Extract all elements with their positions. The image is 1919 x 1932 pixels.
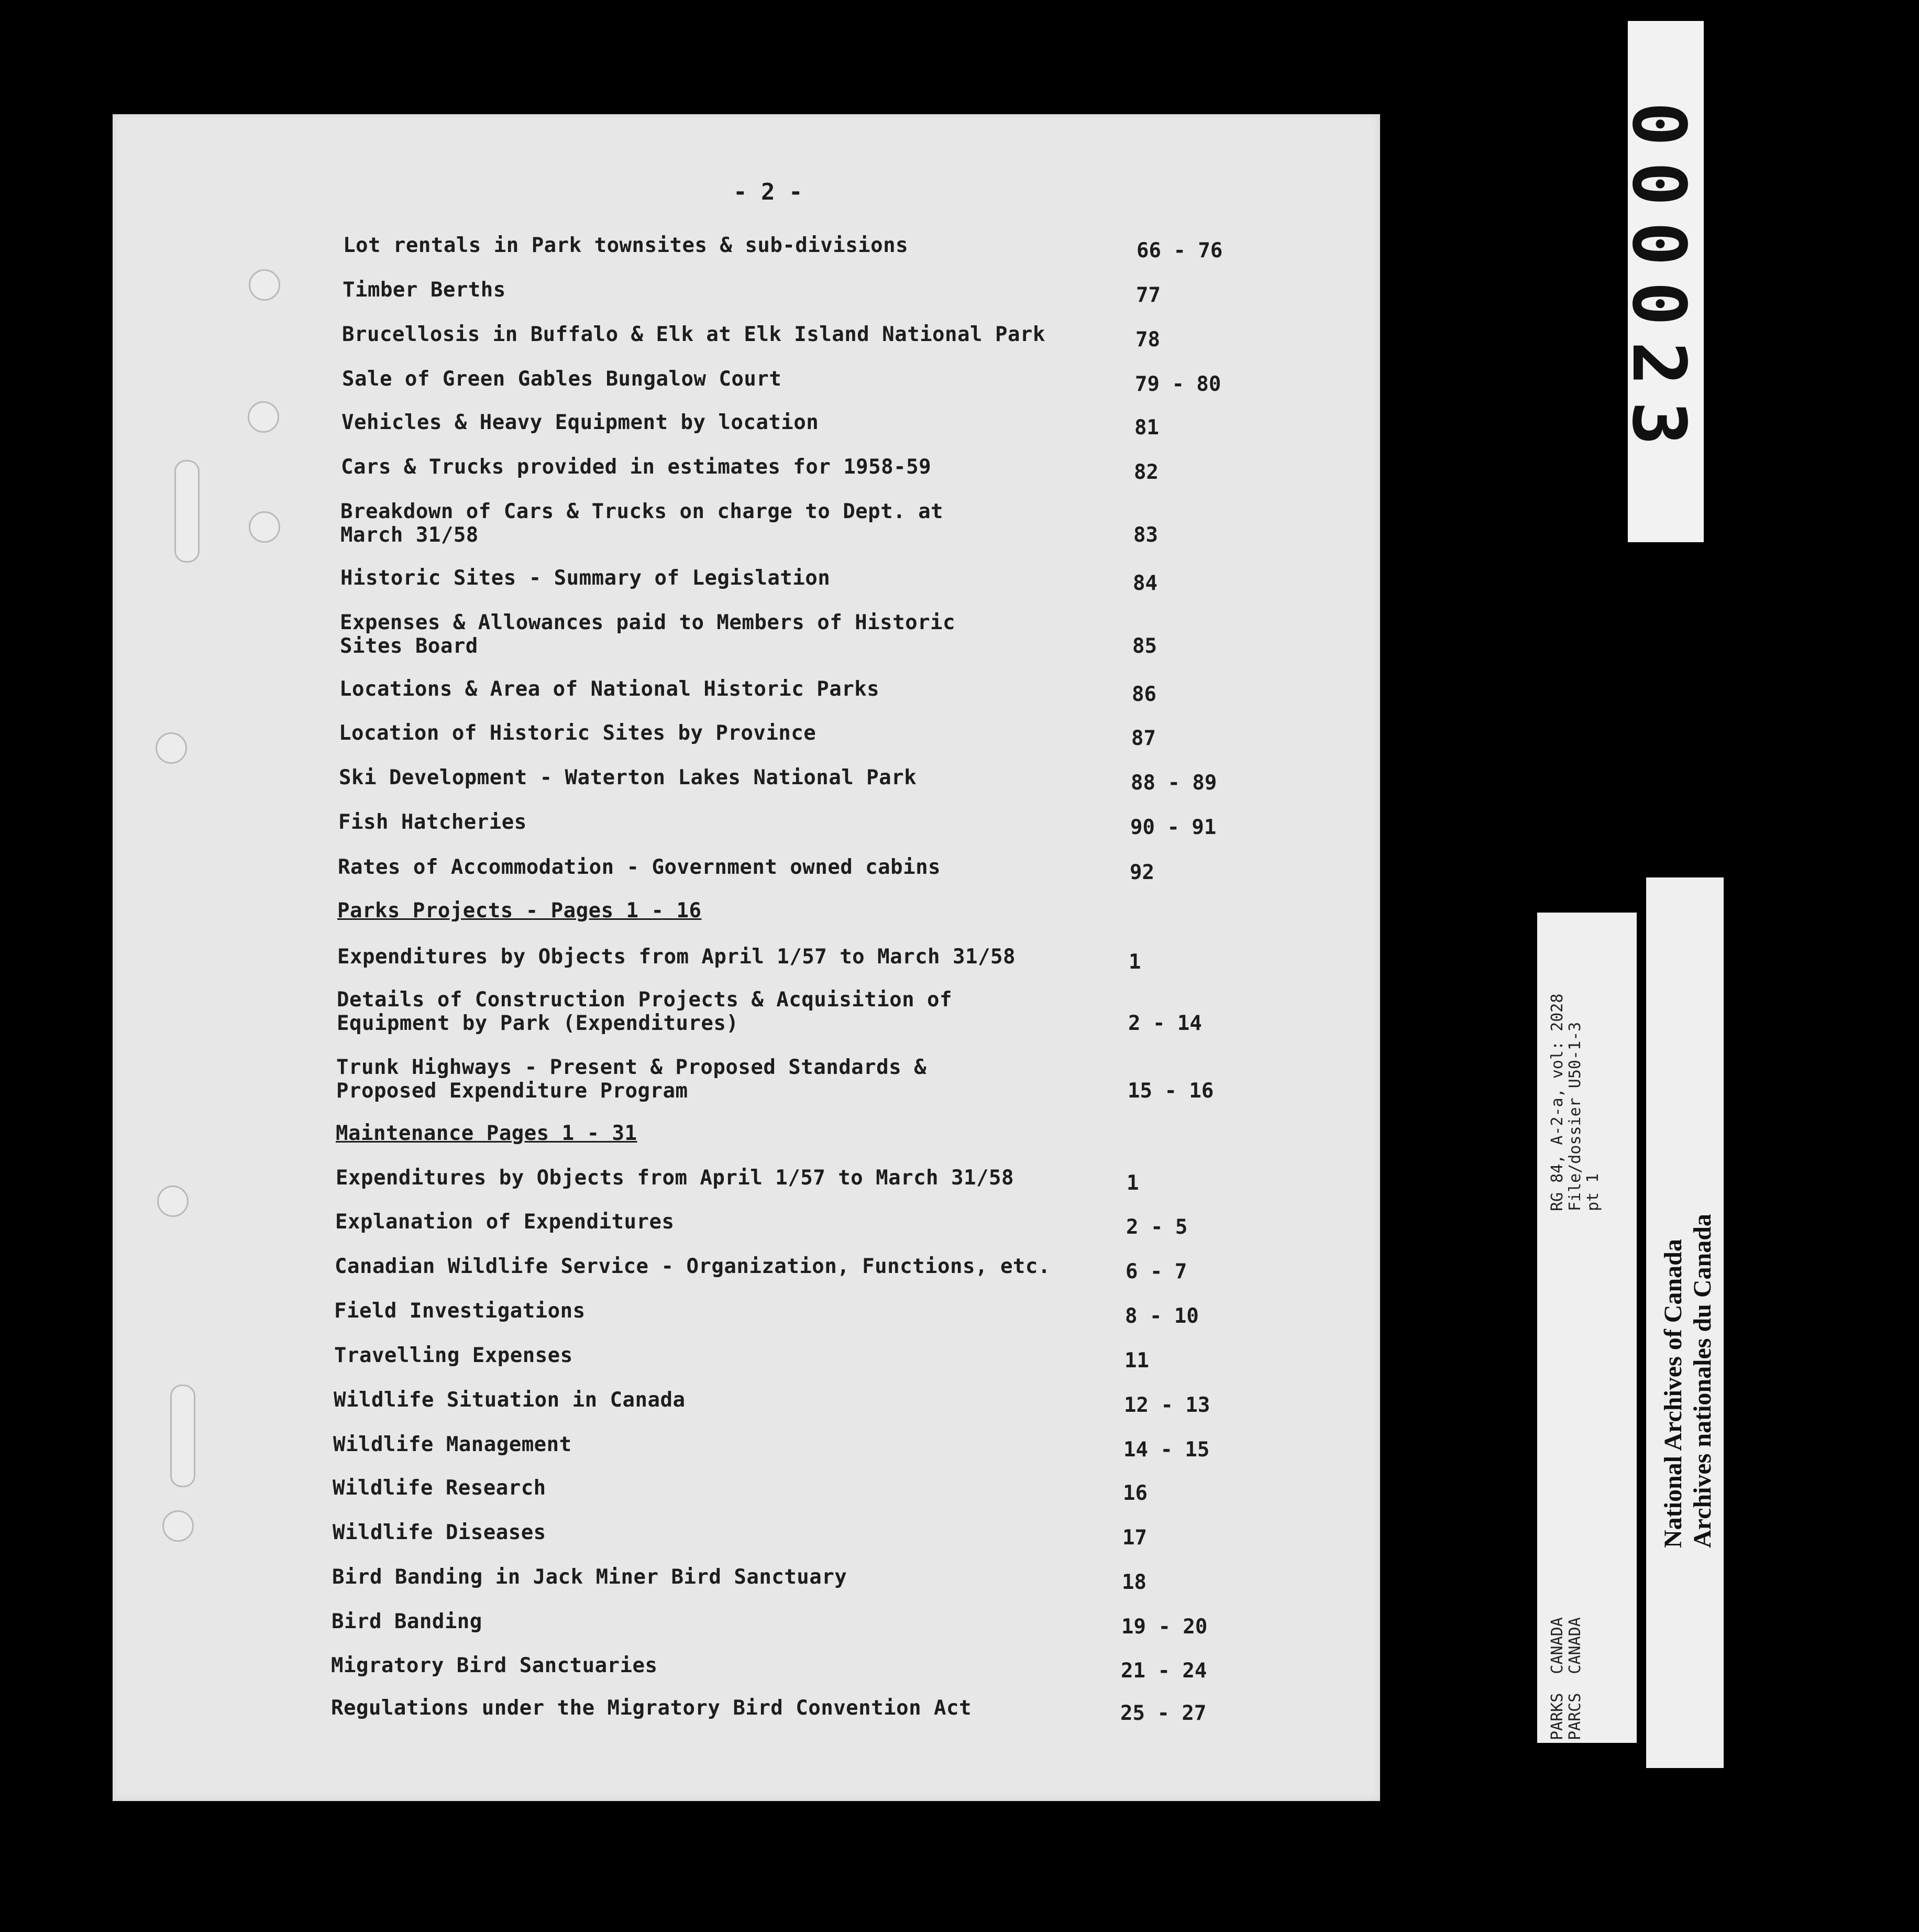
entry-label: Rates of Accommodation - Government owned cabins xyxy=(338,855,941,879)
entry-pages: 1 xyxy=(1127,1171,1139,1195)
entry-label: Breakdown of Cars & Trucks on charge to Dept. at March 31/58 xyxy=(340,500,944,547)
entry-pages: 8 - 10 xyxy=(1125,1304,1199,1328)
reference-line-3: RG 84, A-2-a, vol: 2028 xyxy=(1548,993,1567,1211)
entry-label: Migratory Bird Sanctuaries xyxy=(331,1654,658,1677)
document-page xyxy=(113,114,1380,1801)
entry-pages: 11 xyxy=(1124,1349,1149,1373)
entry-label: Details of Construction Projects & Acquisition of Equipment by Park (Expenditures) xyxy=(337,988,953,1035)
frame-counter: 000023 xyxy=(1628,21,1704,542)
entry-label: Wildlife Diseases xyxy=(333,1521,546,1544)
entry-pages: 78 xyxy=(1135,328,1160,352)
entry-pages: 1 xyxy=(1129,950,1141,974)
entry-label: Location of Historic Sites by Province xyxy=(339,721,817,745)
entry-pages: 86 xyxy=(1132,683,1156,706)
punch-hole xyxy=(156,732,187,764)
entry-label: Travelling Expenses xyxy=(334,1344,573,1367)
entry-pages: 81 xyxy=(1134,416,1159,440)
entry-pages: 16 xyxy=(1123,1481,1148,1505)
reference-line-4: File/dossier U50-1-3 xyxy=(1566,1022,1584,1211)
entry-pages: 17 xyxy=(1122,1526,1147,1550)
binder-slot xyxy=(174,460,200,563)
entry-pages: 79 - 80 xyxy=(1135,372,1221,396)
entry-label: Expenditures by Objects from April 1/57 to March 31/58 xyxy=(337,945,1016,969)
entry-label: Ski Development - Waterton Lakes National Park xyxy=(339,766,917,789)
entry-pages: 2 - 14 xyxy=(1128,1012,1202,1035)
entry-label: Historic Sites - Summary of Legislation xyxy=(340,566,831,590)
entry-label: Bird Banding in Jack Miner Bird Sanctuary xyxy=(332,1565,847,1589)
entry-label: Sale of Green Gables Bungalow Court xyxy=(342,367,782,391)
archive-label xyxy=(1646,877,1724,1768)
entry-label: Wildlife Situation in Canada xyxy=(334,1388,686,1412)
entry-pages: 25 - 27 xyxy=(1120,1702,1207,1725)
archive-line-1: National Archives of Canada xyxy=(1659,1239,1687,1548)
entry-pages: 14 - 15 xyxy=(1123,1438,1210,1462)
entry-pages: 12 - 13 xyxy=(1124,1393,1210,1417)
punch-hole xyxy=(157,1185,189,1217)
entry-label: Brucellosis in Buffalo & Elk at Elk Island National Park xyxy=(342,323,1045,346)
punch-hole xyxy=(249,511,280,543)
entry-label: Lot rentals in Park townsites & sub-divisions xyxy=(343,234,909,257)
entry-label: Canadian Wildlife Service - Organization, Functions, etc. xyxy=(335,1255,1051,1278)
punch-hole xyxy=(248,401,279,433)
entry-label: Expenses & Allowances paid to Members of Historic Sites Board xyxy=(340,611,956,658)
entry-pages: 85 xyxy=(1132,634,1157,658)
reference-line-5: pt 1 xyxy=(1584,1173,1602,1211)
entry-label: Field Investigations xyxy=(334,1299,586,1323)
entry-pages: 90 - 91 xyxy=(1130,816,1217,839)
archive-line-2: Archives nationales du Canada xyxy=(1689,1214,1716,1548)
entry-label: Maintenance Pages 1 - 31 xyxy=(336,1122,637,1145)
entry-pages: 84 xyxy=(1133,572,1157,595)
reference-label xyxy=(1537,913,1637,1743)
entry-label: Wildlife Management xyxy=(333,1433,572,1456)
punch-hole xyxy=(162,1510,194,1542)
entry-label: Trunk Highways - Present & Proposed Standards & Proposed Expenditure Program xyxy=(336,1056,927,1103)
entry-label: Wildlife Research xyxy=(333,1476,546,1500)
reference-line-2: PARCS CANADA xyxy=(1566,1617,1584,1740)
entry-pages: 18 xyxy=(1122,1571,1146,1594)
entry-label: Parks Projects - Pages 1 - 16 xyxy=(337,899,702,923)
entry-label: Bird Banding xyxy=(332,1610,482,1633)
entry-pages: 83 xyxy=(1133,523,1158,547)
entry-pages: 82 xyxy=(1134,460,1159,484)
entry-pages: 88 - 89 xyxy=(1131,771,1217,795)
binder-slot xyxy=(170,1385,195,1487)
entry-label: Regulations under the Migratory Bird Convention Act xyxy=(331,1696,972,1720)
entry-pages: 6 - 7 xyxy=(1126,1260,1187,1283)
entry-label: Fish Hatcheries xyxy=(338,810,527,834)
punch-hole xyxy=(249,269,280,301)
entry-pages: 66 - 76 xyxy=(1137,239,1223,262)
entry-pages: 92 xyxy=(1130,861,1154,884)
entry-pages: 19 - 20 xyxy=(1121,1615,1208,1639)
entry-pages: 77 xyxy=(1136,283,1161,307)
entry-pages: 87 xyxy=(1131,727,1156,750)
page-number: - 2 - xyxy=(733,179,803,205)
entry-label: Cars & Trucks provided in estimates for 1958-59 xyxy=(341,455,932,479)
entry-label: Locations & Area of National Historic Parks xyxy=(339,677,880,701)
entry-label: Vehicles & Heavy Equipment by location xyxy=(341,411,819,434)
entry-label: Expenditures by Objects from April 1/57 to March 31/58 xyxy=(336,1166,1014,1190)
entry-pages: 21 - 24 xyxy=(1121,1659,1207,1683)
entry-pages: 2 - 5 xyxy=(1126,1215,1188,1239)
reference-line-1: PARKS CANADA xyxy=(1548,1617,1567,1740)
entry-label: Timber Berths xyxy=(343,278,506,302)
entry-pages: 15 - 16 xyxy=(1128,1079,1214,1103)
entry-label: Explanation of Expenditures xyxy=(335,1210,675,1234)
